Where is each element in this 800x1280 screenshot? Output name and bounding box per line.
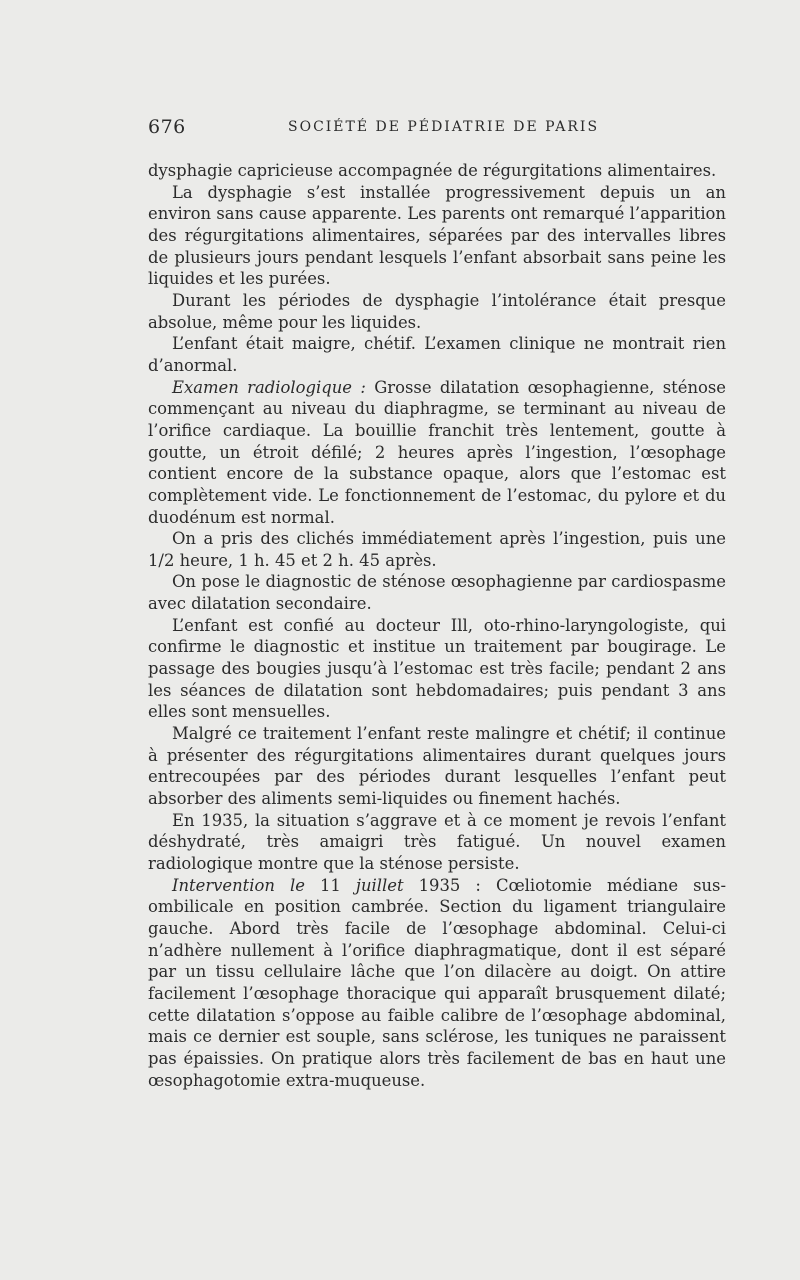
- paragraph-treatment-result: Malgré ce traitement l’enfant reste malingre et chétif; il continue à présenter des régurgitations alimentaires durant quelques jours entrecoupées par des périodes durant lesquelles l’enfant peut absorber des aliments semi-liquides ou finement hachés.: [148, 724, 726, 809]
- page-header: [148, 116, 726, 144]
- paragraph-clinical-exam: L’enfant était maigre, chétif. L’examen clinique ne montrait rien d’anormal.: [148, 334, 726, 375]
- paragraph-intervention: [148, 875, 726, 1092]
- paragraph-worsening: En 1935, la situation s’aggrave et à ce moment je revois l’enfant déshydraté, très amaigri très fatigué. Un nouvel examen radiologique montre que la sténose persiste.: [148, 810, 726, 873]
- intervention-label: Intervention le: [172, 875, 305, 895]
- body-text: [148, 160, 726, 1091]
- paragraph-images: On a pris des clichés immédiatement après l’ingestion, puis une 1/2 heure, 1 h. 45 et 2 h. 45 après.: [148, 529, 726, 570]
- radiological-exam-label: Examen radiologique :: [172, 377, 366, 397]
- paragraph-continuation: dysphagie capricieuse accompagnée de régurgitations alimentaires.: [148, 161, 717, 180]
- paragraph-treatment: L’enfant est confié au docteur Ill, oto-rhino-laryngologiste, qui confirme le diagnostic et institue un traitement par bougirage. Le passage des bougies jusqu’à l’estomac est très facile; pendant 2 ans les séances de dilatation sont hebdomadaires; puis pendant 3 ans elles sont mensuelles.: [148, 615, 726, 722]
- paragraph-dysphagia-onset: La dysphagie s’est installée progressivement depuis un an environ sans cause apparente. Les parents ont remarqué l’apparition des régurgitations alimentaires, séparées par des intervalles libres de plusieurs jours pendant lesquels l’enfant absorbait sans peine les liquides et les purées.: [148, 182, 726, 289]
- page-number: 676: [148, 116, 186, 138]
- intervention-text: 1935 : Cœliotomie médiane sus-ombilicale en position cambrée. Section du ligament triangulaire gauche. Abord très facile de l’œsophage abdominal. Celui-ci n’adhère nullement à l’orifice diaphragmatique, dont il est séparé par un tissu cellulaire lâche que l’on dilacère au doigt. On attire facilement l’œsophage thoracique qui apparaît brusquement dilaté; cette dilatation s’oppose au faible calibre de l’œsophage abdominal, mais ce dernier est souple, sans sclérose, les tuniques ne paraissent pas épaissies. On pratique alors très facilement de bas en haut une œsophagotomie extra-muqueuse.: [148, 875, 727, 1090]
- paragraph-diagnosis: On pose le diagnostic de sténose œsophagienne par cardiospasme avec dilatation secondaire.: [148, 572, 726, 614]
- paragraph-radiological-exam: [148, 377, 726, 529]
- intervention-day: 11: [304, 875, 356, 895]
- radiological-exam-text: Grosse dilatation œsophagienne, sténose commençant au niveau du diaphragme, se terminant au niveau de l’orifice cardiaque. La bouillie franchit très lentement, goutte à goutte, un étroit défilé; 2 heures après l’ingestion, l’œsophage contient encore de la substance opaque, alors que l’estomac est complètement vide. Le fonctionnement de l’estomac, du pylore et du duodénum est normal.: [148, 377, 726, 527]
- paragraph-dysphagia-periods: Durant les périodes de dysphagie l’intolérance était presque absolue, même pour les liquides.: [148, 290, 726, 332]
- intervention-month: juillet: [355, 875, 404, 895]
- running-title: SOCIÉTÉ DE PÉDIATRIE DE PARIS: [288, 119, 600, 135]
